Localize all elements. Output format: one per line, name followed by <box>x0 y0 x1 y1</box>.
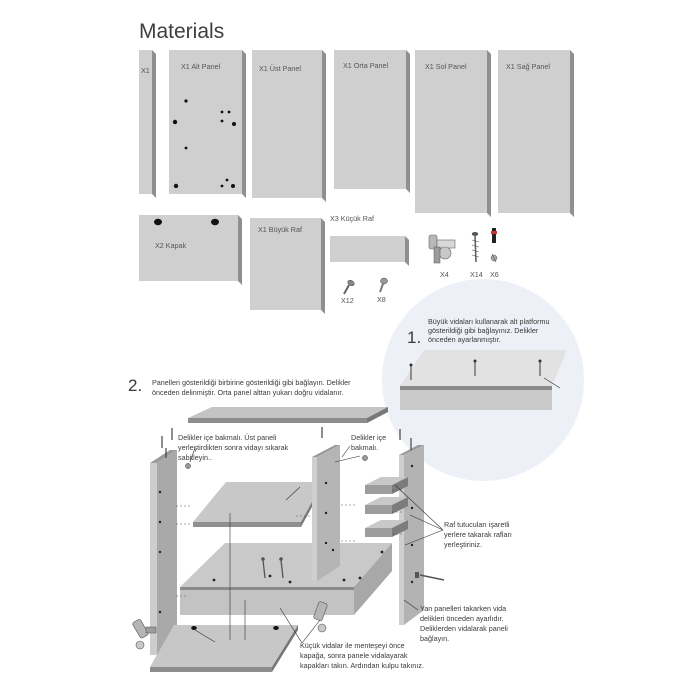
step2-number: 2. <box>128 376 143 395</box>
panel-x1-strip <box>139 50 156 198</box>
panel-label: X1 Büyük Raf <box>258 225 302 234</box>
small-screw-icon <box>344 279 355 294</box>
step2-text-line: Panelleri gösterildiği birbirine gösterildiği gibi bağlayın. Delikler <box>152 378 351 387</box>
note-text-line: Deliklerden vidalarak paneli <box>420 624 508 633</box>
note-text-line: bağlayın. <box>420 634 450 643</box>
shelf-pin-icon <box>380 278 388 292</box>
note-text-line: delikleri önceden ayarlıdır. <box>420 614 504 623</box>
right-side-panel <box>399 445 424 625</box>
panel-label: X1 Üst Panel <box>259 64 301 73</box>
shelf-pin-icon <box>362 455 367 460</box>
note-text-line: sabitleyin.. <box>178 453 212 462</box>
step1-text-line: önceden ayarlanmıştır. <box>428 335 501 344</box>
panel-ust-panel <box>252 50 326 202</box>
hardware-count: X14 <box>470 270 483 279</box>
panel-buyuk-raf <box>250 218 325 314</box>
note-text-line: bakmalı. <box>351 443 379 452</box>
door-panel <box>150 625 298 672</box>
hardware-count: X12 <box>341 296 354 305</box>
middle-panel <box>312 445 340 581</box>
note-text-line: kapakları takın. Ardından kulpu takınız. <box>300 661 424 670</box>
note-text-line: yerleştiriniz. <box>444 540 482 549</box>
panel-alt-panel <box>169 50 246 198</box>
handle-icon <box>491 228 497 262</box>
note-text-line: Küçük vidalar ile menteşeyi önce <box>300 641 405 650</box>
step1-number: 1. <box>407 328 422 347</box>
left-side-panel <box>150 450 177 655</box>
panel-label: X2 Kapak <box>155 241 187 250</box>
top-panel <box>188 407 388 423</box>
note-text-line: yerlere takarak rafları <box>444 530 512 539</box>
big-shelf <box>193 482 323 527</box>
panel-sag-panel <box>498 50 574 217</box>
panel-label: X1 Orta Panel <box>343 61 389 70</box>
bottom-platform <box>180 543 392 615</box>
step1-platform <box>400 350 567 410</box>
panel-sol-panel <box>415 50 491 217</box>
hardware-count: X8 <box>377 295 386 304</box>
hardware-count: X4 <box>440 270 449 279</box>
panel-label: X1 Alt Panel <box>181 62 221 71</box>
screw-icon <box>472 232 479 262</box>
note-text-line: Raf tutucuları işaretli <box>444 520 510 529</box>
hardware-count: X6 <box>490 270 499 279</box>
panel-label: X1 <box>141 66 150 75</box>
page-title: Materials <box>139 20 225 43</box>
note-text-line: Delikler içe <box>351 433 387 442</box>
step2-text-line: önceden delinmiştir. Orta panel alttan yukarı doğru vidalanır. <box>152 388 344 397</box>
step1-text-line: Büyük vidaları kullanarak alt platformu <box>428 317 550 326</box>
note-text-line: kapağa, sonra panele vidalayarak <box>300 651 408 660</box>
hinge-icon <box>429 235 455 263</box>
note-text-line: Delikler içe bakmalı. Üst paneli <box>178 433 277 442</box>
panel-label: X1 Sağ Panel <box>506 62 550 71</box>
shelf-pin-icon <box>185 463 190 468</box>
panel-orta-panel <box>334 50 410 193</box>
note-text-line: yerleştirdikten sonra vidayı sıkarak <box>178 443 289 452</box>
panel-kapak <box>139 215 242 285</box>
note-text-line: Yan panelleri takarken vida <box>420 604 507 613</box>
step1-text-line: gösterildiği gibi bağlayınız. Delikler <box>428 326 539 335</box>
panel-kucuk-raf <box>330 214 409 266</box>
panel-label: X3 Küçük Raf <box>330 214 374 223</box>
panel-label: X1 Sol Panel <box>425 62 467 71</box>
